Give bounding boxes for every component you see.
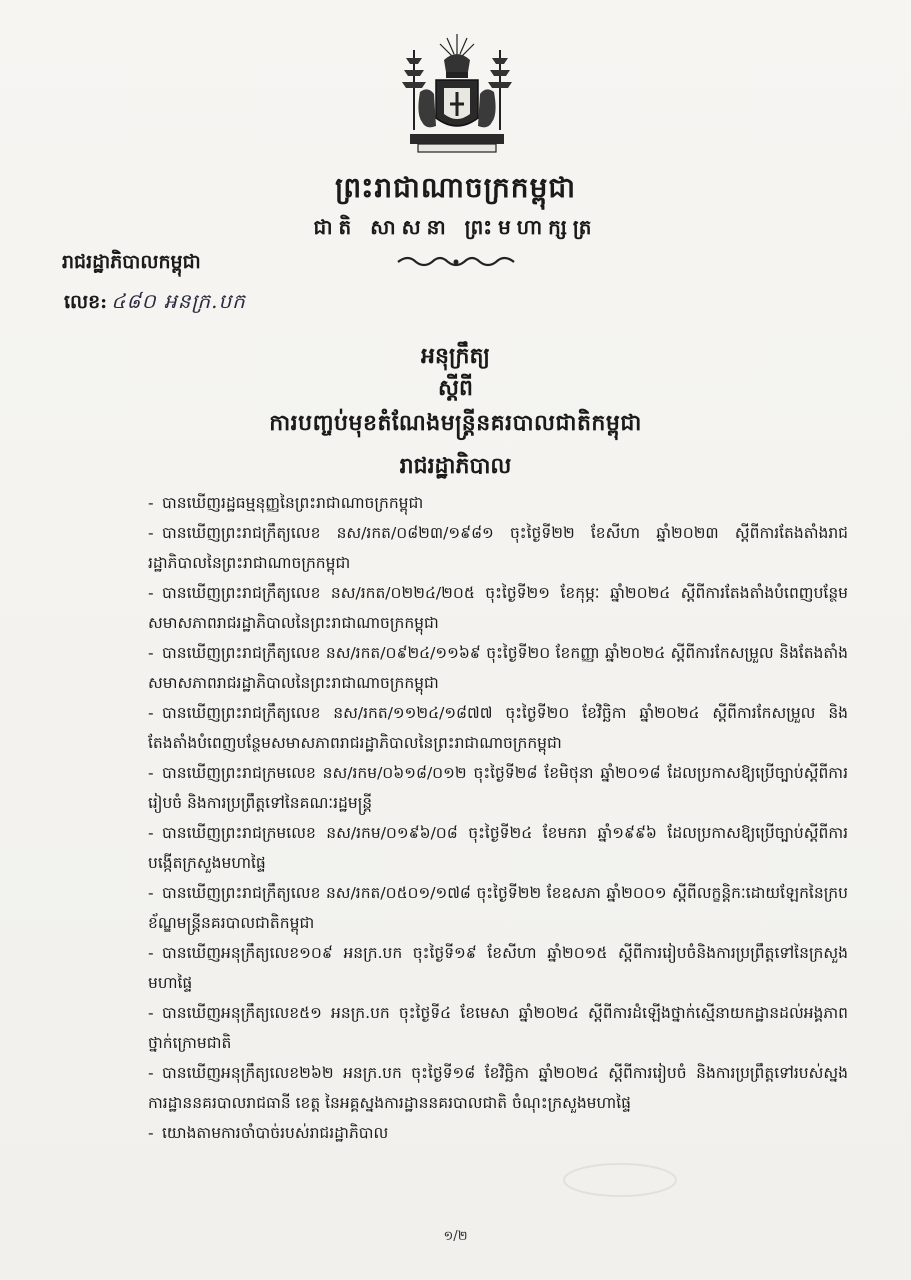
list-item: - បានឃើញព្រះរាជក្រឹត្យលេខ នស/រកត/០៨២៣/១៩៨១ ចុះថ្ងៃទី២២ ខែសីហា ឆ្នាំ២០២៣ ស្តីពីការតែងតាំងរាជរដ្ឋាភិបាលនៃព្រះរាជាណាចក្រកម្ពុជា	[148, 524, 848, 572]
reference-number: ៤៨០ អនក្រ.បក	[111, 289, 246, 313]
authority-heading: រាជរដ្ឋាភិបាល	[399, 453, 512, 479]
reference-line	[64, 288, 246, 318]
kingdom-name: ព្រះរាជាណាចក្រកម្ពុជា	[334, 171, 576, 204]
list-item: - បានឃើញព្រះរាជក្រមលេខ នស/រកម/០៦១៨/០១២ ចុះថ្ងៃទី២៨ ខែមិថុនា ឆ្នាំ២០១៨ ដែលប្រកាសឱ្យប្រើច្បាប់ស្តីពីការរៀបចំ និងការប្រព្រឹត្តទៅនៃគណៈរដ្ឋមន្ត្រី	[148, 764, 848, 812]
royal-coat-of-arms-icon	[392, 30, 522, 160]
list-item: - បានឃើញព្រះរាជក្រឹត្យលេខ នស/រកត/១១២៤/១៨៧៧ ចុះថ្ងៃទី២០ ខែវិច្ឆិកា ឆ្នាំ២០២៤ ស្តីពីការកែសម្រួល និងតែងតាំងបំពេញបន្ថែមសមាសភាពរាជរដ្ឋាភិបាលនៃព្រះរាជាណាចក្រកម្ពុជា	[148, 704, 848, 752]
page-number: ១/២	[443, 1229, 468, 1244]
title-on: ស្តីពី	[438, 375, 473, 401]
issuing-authority: រាជរដ្ឋាភិបាលកម្ពុជា	[62, 251, 201, 273]
faint-stamp-mark	[560, 1160, 680, 1200]
list-item: - បានឃើញអនុក្រឹត្យលេខ៥១ អនក្រ.បក ចុះថ្ងៃទី៤ ខែមេសា ឆ្នាំ២០២៤ ស្តីពីការដំឡើងថ្នាក់ស្មើនាយកដ្ឋានដល់អង្គភាពថ្នាក់ក្រោមជាតិ	[148, 1004, 848, 1052]
document-subject: ការបញ្ចប់មុខតំណែងមន្ត្រីនគរបាលជាតិកម្ពុជា	[269, 410, 642, 436]
ornament-divider-icon	[394, 254, 518, 268]
list-item: - បានឃើញអនុក្រឹត្យលេខ១០៩ អនក្រ.បក ចុះថ្ងៃទី១៩ ខែសីហា ឆ្នាំ២០១៥ ស្តីពីការរៀបចំនិងការប្រព្រឹត្តទៅនៃក្រសួងមហាផ្ទៃ	[148, 944, 848, 992]
document-title-block	[0, 340, 911, 442]
document-type: អនុក្រឹត្យ	[421, 343, 490, 369]
list-item: - បានឃើញព្រះរាជក្រឹត្យលេខ នស/រកត/០៥០១/១៧៨ ចុះថ្ងៃទី២២ ខែឧសភា ឆ្នាំ២០០១ ស្តីពីលក្ខន្តិកៈដោយឡែកនៃក្របខ័ណ្ឌមន្ត្រីនគរបាលជាតិកម្ពុជា	[148, 884, 848, 932]
list-item: - បានឃើញអនុក្រឹត្យលេខ២៦២ អនក្រ.បក ចុះថ្ងៃទី១៨ ខែវិច្ឆិកា ឆ្នាំ២០២៤ ស្តីពីការរៀបចំ និងការប្រព្រឹត្តទៅរបស់ស្នងការដ្ឋាននគរបាលរាជធានី ខេត្ត នៃអគ្គស្នងការដ្ឋាននគរបាលជាតិ ចំណុះក្រសួងមហាផ្ទៃ	[148, 1064, 848, 1112]
list-item: - យោងតាមការចាំបាច់របស់រាជរដ្ឋាភិបាល	[148, 1124, 389, 1142]
list-item: - បានឃើញរដ្ឋធម្មនុញ្ញនៃព្រះរាជាណាចក្រកម្ពុជា	[148, 494, 424, 512]
recital-list	[148, 488, 848, 1148]
list-item: - បានឃើញព្រះរាជក្រមលេខ នស/រកម/០១៩៦/០៨ ចុះថ្ងៃទី២៤ ខែមករា ឆ្នាំ១៩៩៦ ដែលប្រកាសឱ្យប្រើច្បាប់ស្តីពីការបង្កើតក្រសួងមហាផ្ទៃ	[148, 824, 848, 872]
list-item: - បានឃើញព្រះរាជក្រឹត្យលេខ នស/រកត/០៩២៤/១១៦៩ ចុះថ្ងៃទី២០ ខែកញ្ញា ឆ្នាំ២០២៤ ស្តីពីការកែសម្រួល និងតែងតាំងសមាសភាពរាជរដ្ឋាភិបាលនៃព្រះរាជាណាចក្រកម្ពុជា	[148, 644, 848, 692]
reference-label: លេខ:	[64, 291, 108, 313]
national-motto: ជាតិ សាសនា ព្រះមហាក្សត្រ	[313, 215, 598, 239]
list-item: - បានឃើញព្រះរាជក្រឹត្យលេខ នស/រកត/០២២៤/២០៥ ចុះថ្ងៃទី២១ ខែកុម្ភៈ ឆ្នាំ២០២៤ ស្តីពីការតែងតាំងបំពេញបន្ថែមសមាសភាពរាជរដ្ឋាភិបាលនៃព្រះរាជាណាចក្រកម្ពុជា	[148, 584, 848, 632]
